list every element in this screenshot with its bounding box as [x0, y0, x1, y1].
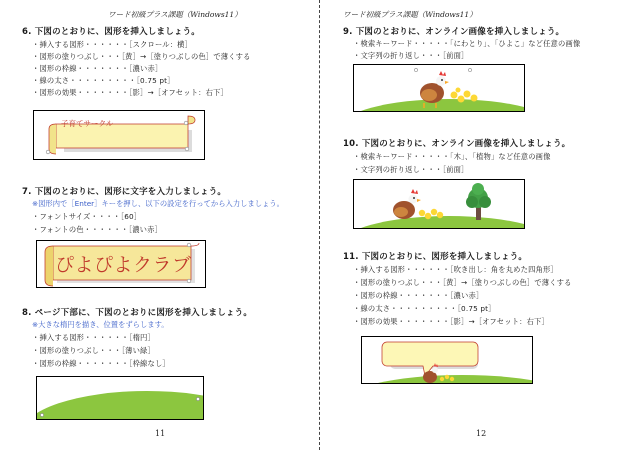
q11-item: ・挿入する図形・・・・・・［吹き出し：角を丸めた四角形］ — [353, 265, 558, 274]
page-header: ワード初級プラス課題（Windows11） — [343, 10, 477, 19]
q10-item: ・検索キーワード・・・・・「木」、「植物」など任意の画像 — [353, 152, 551, 161]
page-divider — [319, 0, 320, 450]
q10-item: ・文字列の折り返し・・・［前面］ — [353, 165, 469, 174]
page-11 — [0, 0, 319, 450]
page-number: 12 — [476, 429, 487, 438]
q6-item: ・図形の枠線・・・・・・・［濃い赤］ — [32, 64, 163, 73]
q8-item: ・挿入する図形・・・・・・［楕円］ — [32, 333, 155, 342]
question-11-title: 11. 下図のとおりに、図形を挿入しましょう。 — [343, 252, 528, 262]
q9-item: ・検索キーワード・・・・・「にわとり」、「ひよこ」など任意の画像 — [353, 39, 581, 48]
q11-item: ・図形の塗りつぶし・・・［黄］→［塗りつぶしの色］で薄くする — [353, 278, 572, 287]
q6-item: ・線の太さ・・・・・・・・・［0.75 pt］ — [32, 76, 175, 85]
horizontal-scroll-shape — [34, 111, 204, 159]
q6-item: ・図形の塗りつぶし・・・［黄］→［塗りつぶしの色］で薄くする — [32, 52, 251, 61]
rounded-callout-shape — [362, 337, 532, 383]
question-9-title: 9. 下図のとおりに、オンライン画像を挿入しましょう。 — [343, 27, 565, 37]
ellipse-figure — [36, 376, 204, 420]
q11-item: ・線の太さ・・・・・・・・・［0.75 pt］ — [353, 304, 496, 313]
scroll-label: 子育てサークル — [61, 119, 114, 128]
green-ellipse-shape — [37, 377, 203, 419]
q7-note: ※図形内で［Enter］キーを押し、以下の設定を行ってから入力しましょう。 — [32, 199, 284, 208]
page-header: ワード初級プラス課題（Windows11） — [108, 10, 242, 19]
chicken-chicks-illustration — [354, 65, 524, 111]
question-10-title: 10. 下図のとおりに、オンライン画像を挿入しましょう。 — [343, 139, 571, 149]
page-12 — [321, 0, 640, 450]
scroll-text-figure — [36, 240, 206, 288]
callout-figure — [361, 336, 533, 384]
chicken-tree-illustration — [354, 180, 524, 228]
scroll-title-text: ぴよぴよクラブ — [55, 254, 192, 276]
q11-item: ・図形の枠線・・・・・・・［濃い赤］ — [353, 291, 484, 300]
question-6-title: 6. 下図のとおりに、図形を挿入しましょう。 — [22, 27, 201, 37]
question-7-title: 7. 下図のとおりに、図形に文字を入力しましょう。 — [22, 187, 227, 197]
q11-item: ・図形の効果・・・・・・・［影］→［オフセット：右下］ — [353, 317, 549, 326]
q7-item: ・フォントサイズ・・・・［60］ — [32, 212, 142, 221]
chicken-image-figure — [353, 64, 525, 112]
q7-item: ・フォントの色・・・・・・［濃い赤］ — [32, 225, 163, 234]
q6-item: ・挿入する図形・・・・・・［スクロール：横］ — [32, 40, 193, 49]
question-8-title: 8. ページ下部に、下図のとおりに図形を挿入しましょう。 — [22, 308, 253, 318]
tree-image-figure — [353, 179, 525, 229]
scroll-shape-figure — [33, 110, 205, 160]
q8-item: ・図形の塗りつぶし・・・［薄い緑］ — [32, 346, 155, 355]
q6-item: ・図形の効果・・・・・・・［影］→［オフセット：右下］ — [32, 88, 228, 97]
q8-item: ・図形の枠線・・・・・・・［枠線なし］ — [32, 359, 170, 368]
q9-item: ・文字列の折り返し・・・［前面］ — [353, 51, 469, 60]
page-number: 11 — [155, 429, 166, 438]
q8-note: ※大きな楕円を描き、位置をずらします。 — [32, 320, 169, 329]
